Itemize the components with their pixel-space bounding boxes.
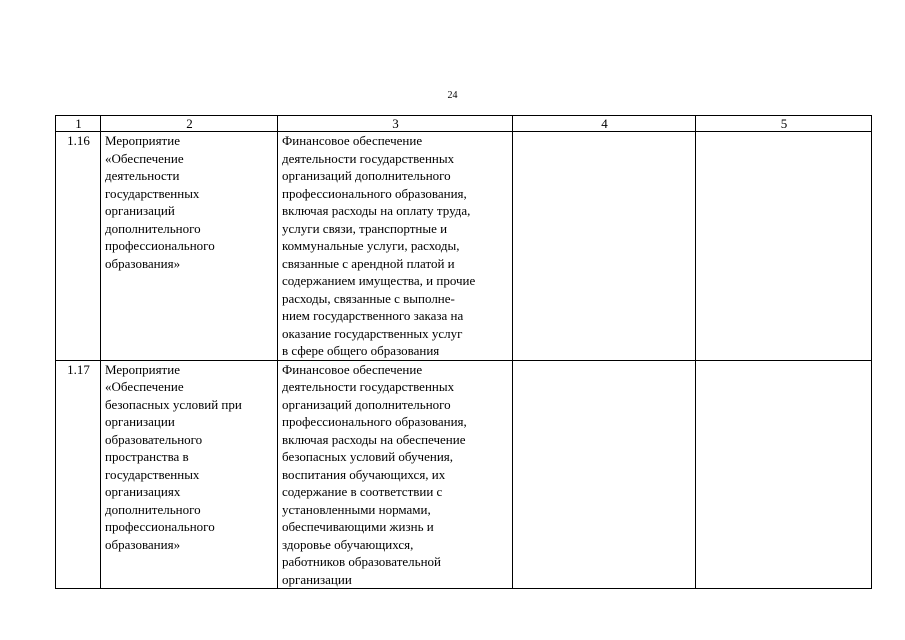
column-header-2: 2 <box>101 116 278 132</box>
measures-table <box>55 115 872 589</box>
row-number-cell: 1.16 <box>56 132 101 361</box>
table-row <box>56 132 872 361</box>
event-name-cell: Мероприятие «Обеспечение безопасных условий при организации образовательного пространства в государственных организациях дополнительного профессионального образования» <box>101 360 278 589</box>
description-cell: Финансовое обеспечение деятельности государственных организаций дополнительного профессионального образования, включая расходы на обеспечение безопасных условий обучения, воспитания обучающихся, их содержание в соответствии с установленными нормами, обеспечивающими жизнь и здоровье обучающихся, работников образовательной организации <box>278 360 513 589</box>
column-header-4: 4 <box>513 116 696 132</box>
column-4-cell <box>513 132 696 361</box>
column-header-5: 5 <box>696 116 872 132</box>
table-header-row <box>56 116 872 132</box>
page-number: 24 <box>447 90 458 101</box>
column-4-cell <box>513 360 696 589</box>
column-5-cell <box>696 360 872 589</box>
column-header-1: 1 <box>56 116 101 132</box>
table-row <box>56 360 872 589</box>
column-5-cell <box>696 132 872 361</box>
description-cell: Финансовое обеспечение деятельности государственных организаций дополнительного профессионального образования, включая расходы на оплату труда, услуги связи, транспортные и коммунальные услуги, расходы, связанные с арендной платой и содержанием имущества, и прочие расходы, связанные с выполне- нием государственного заказа на оказание государственных услуг в сфере общего образования <box>278 132 513 361</box>
event-name-cell: Мероприятие «Обеспечение деятельности государственных организаций дополнительного профессионального образования» <box>101 132 278 361</box>
column-header-3: 3 <box>278 116 513 132</box>
row-number-cell: 1.17 <box>56 360 101 589</box>
